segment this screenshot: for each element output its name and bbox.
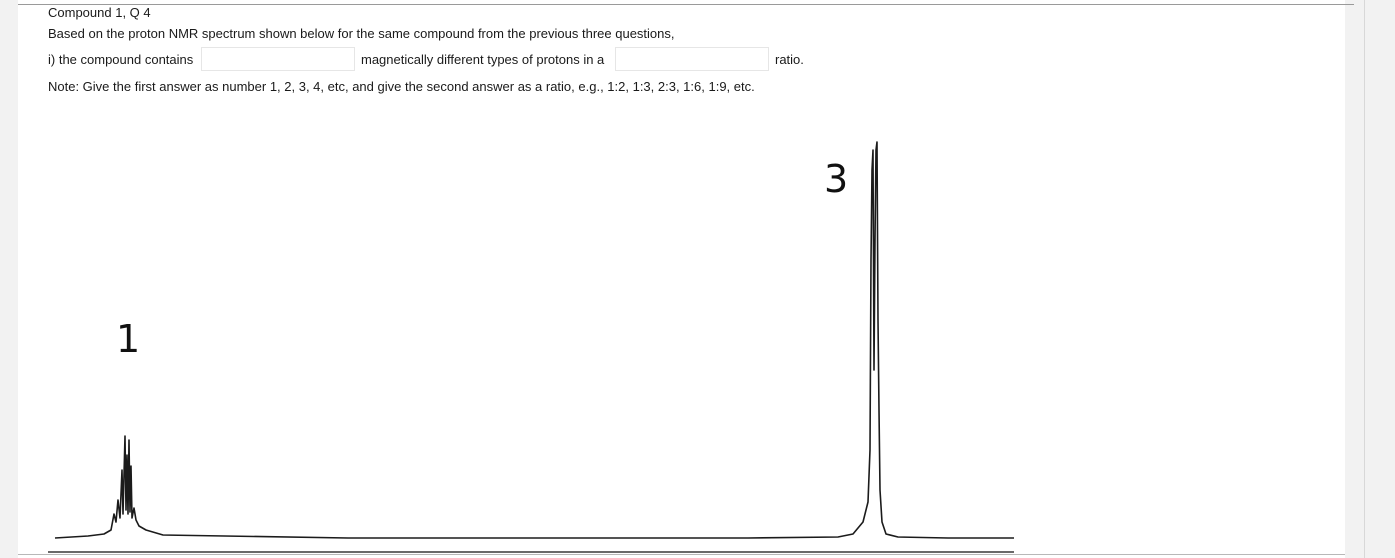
top-divider — [18, 4, 1354, 5]
scrollbar-track[interactable] — [1364, 0, 1365, 558]
spectrum-trace — [55, 142, 1014, 538]
proton-types-answer-input[interactable] — [201, 47, 355, 71]
ratio-answer-input[interactable] — [615, 47, 769, 71]
spectrum-baseline-axis — [48, 551, 1014, 553]
peak-label-1: 1 — [116, 317, 141, 361]
part-i-prefix: i) the compound contains — [48, 52, 194, 67]
peak-label-3: 3 — [824, 157, 849, 201]
nmr-spectrum-image — [48, 110, 1048, 558]
bottom-divider — [18, 554, 1345, 555]
question-title: Compound 1, Q 4 — [48, 5, 151, 20]
part-i-middle: magnetically different types of protons in a — [361, 52, 605, 67]
question-intro: Based on the proton NMR spectrum shown below for the same compound from the previous three questions, — [48, 26, 675, 41]
part-i-suffix: ratio. — [775, 52, 804, 67]
answer-note: Note: Give the first answer as number 1, 2, 3, 4, etc, and give the second answer as a ratio, e.g., 1:2, 1:3, 2:3, 1:6, 1:9, etc. — [48, 79, 755, 94]
